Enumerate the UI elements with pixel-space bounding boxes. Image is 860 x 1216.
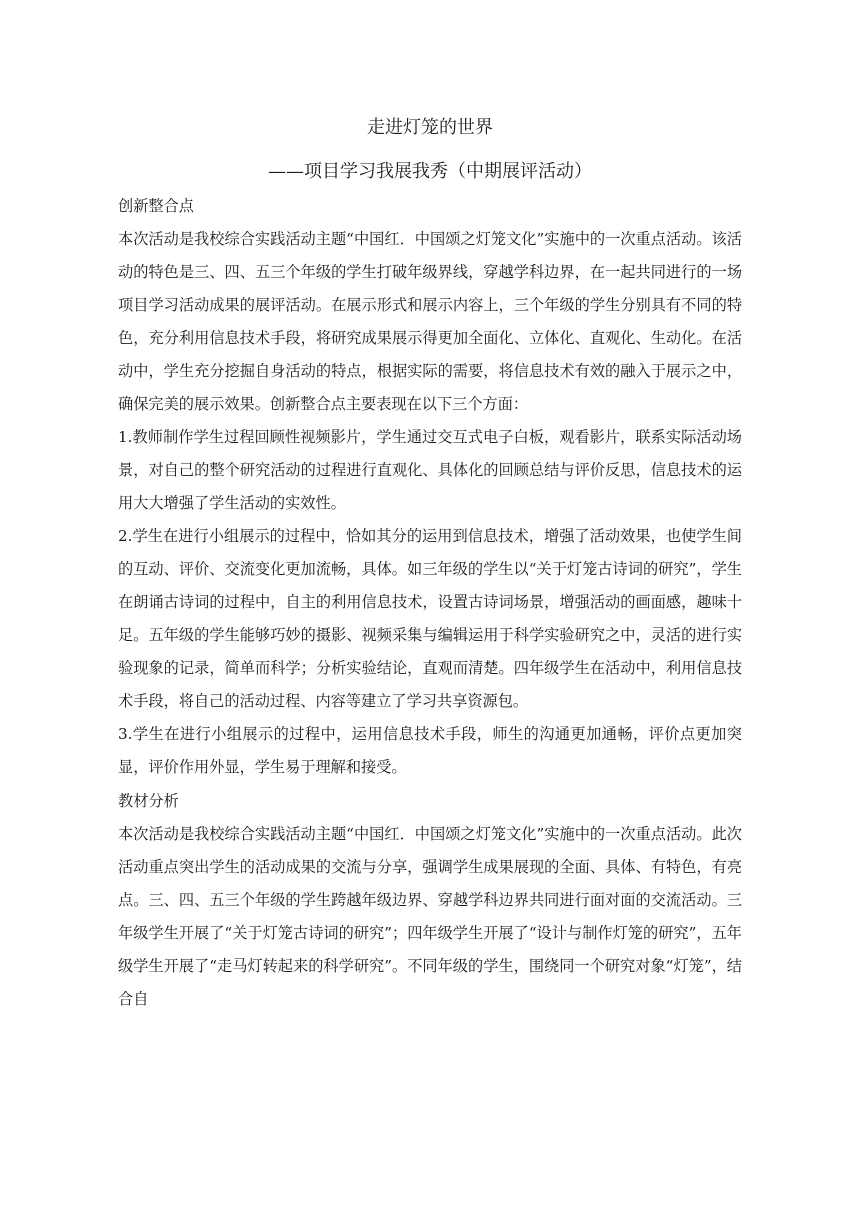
section-material-analysis <box>118 785 742 1016</box>
paragraph: 本次活动是我校综合实践活动主题“中国红．中国颂之灯笼文化”实施中的一次重点活动。此次活动重点突出学生的活动成果的交流与分享，强调学生成果展现的全面、具体、有特色，有亮点。三、四、五三个年级的学生跨越年级边界、穿越学科边界共同进行面对面的交流活动。三年级学生开展了“关于灯笼古诗词的研究”；四年级学生开展了“设计与制作灯笼的研究”，五年级学生开展了“走马灯转起来的科学研究”。不同年级的学生，围绕同一个研究对象“灯笼”，结合自 <box>118 825 742 1008</box>
document-subtitle: ——项目学习我展我秀（中期展评活动） <box>268 161 592 182</box>
document-body <box>118 112 742 1016</box>
paragraph: 1.教师制作学生过程回顾性视频影片，学生通过交互式电子白板，观看影片，联系实际活动场景，对自己的整个研究活动的过程进行直观化、具体化的回顾总结与评价反思，信息技术的运用大大增强了学生活动的实效性。 <box>118 428 742 512</box>
section-innovation <box>118 190 742 784</box>
document-title: 走进灯笼的世界 <box>367 117 493 138</box>
section-heading: 教材分析 <box>118 792 179 810</box>
paragraph: 2.学生在进行小组展示的过程中，恰如其分的运用到信息技术，增强了活动效果，也使学生间的互动、评价、交流变化更加流畅，具体。如三年级的学生以“关于灯笼古诗词的研究”，学生在朗诵古诗词的过程中，自主的利用信息技术，设置古诗词场景，增强活动的画面感，趣味十足。五年级的学生能够巧妙的摄影、视频采集与编辑运用于科学实验研究之中，灵活的进行实验现象的记录，简单而科学；分析实验结论，直观而清楚。四年级学生在活动中，利用信息技术手段，将自己的活动过程、内容等建立了学习共享资源包。 <box>118 527 742 710</box>
section-heading: 创新整合点 <box>118 197 194 215</box>
paragraph: 3.学生在进行小组展示的过程中，运用信息技术手段，师生的沟通更加通畅，评价点更加突显，评价作用外显，学生易于理解和接受。 <box>118 725 742 776</box>
paragraph: 本次活动是我校综合实践活动主题“中国红．中国颂之灯笼文化”实施中的一次重点活动。该活动的特色是三、四、五三个年级的学生打破年级界线，穿越学科边界，在一起共同进行的一场项目学习活动成果的展评活动。在展示形式和展示内容上，三个年级的学生分别具有不同的特色，充分利用信息技术手段，将研究成果展示得更加全面化、立体化、直观化、生动化。在活动中，学生充分挖掘自身活动的特点，根据实际的需要，将信息技术有效的融入于展示之中，确保完美的展示效果。创新整合点主要表现在以下三个方面： <box>118 230 742 413</box>
